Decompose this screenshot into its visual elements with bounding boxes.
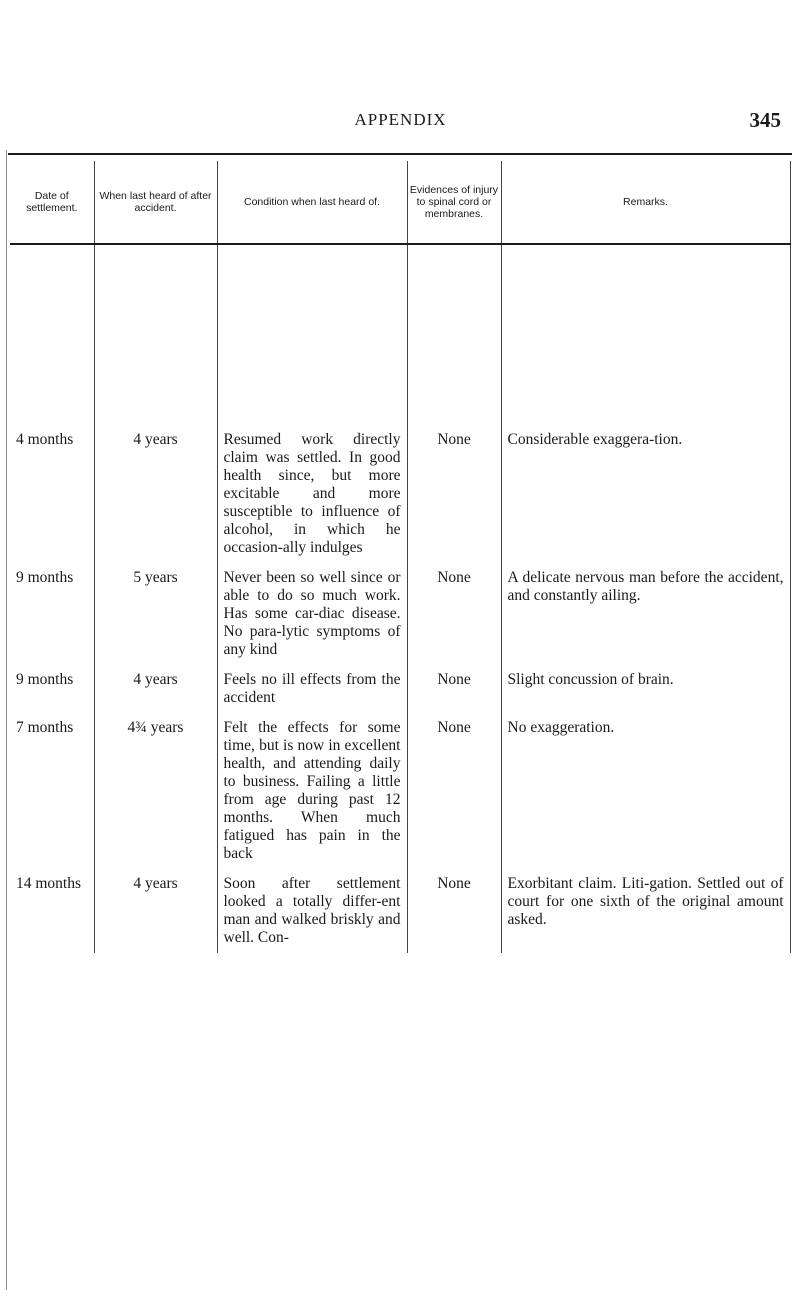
cell-condition: Never been so well since or able to do so much work. Has some car-diac disease. No para-lytic symptoms of any kind	[217, 563, 407, 665]
header-rule	[8, 153, 792, 155]
appendix-table	[10, 161, 791, 953]
cell-date: 4 months	[10, 425, 94, 563]
table-row	[10, 563, 790, 665]
table-header-row	[10, 161, 790, 244]
cell-when: 4 years	[94, 425, 217, 563]
table-row	[10, 425, 790, 563]
cell-evidence: None	[407, 869, 501, 953]
table-row	[10, 869, 790, 953]
cell-remarks: Slight concussion of brain.	[501, 665, 790, 713]
cell-remarks: No exaggeration.	[501, 713, 790, 869]
table-spacer-row	[10, 244, 790, 425]
cell-date: 7 months	[10, 713, 94, 869]
table-row	[10, 665, 790, 713]
page-number: 345	[749, 108, 781, 132]
cell-evidence: None	[407, 425, 501, 563]
cell-date: 9 months	[10, 563, 94, 665]
cell-remarks: Exorbitant claim. Liti-gation. Settled out of court for one sixth of the original amount asked.	[501, 869, 790, 953]
cell-when: 4 years	[94, 869, 217, 953]
cell-date: 14 months	[10, 869, 94, 953]
cell-remarks: A delicate nervous man before the accident, and constantly ailing.	[501, 563, 790, 665]
cell-condition: Soon after settlement looked a totally differ-ent man and walked briskly and well. Con-	[217, 869, 407, 953]
cell-evidence: None	[407, 713, 501, 869]
cell-condition: Resumed work directly claim was settled. In good health since, but more excitable and more susceptible to influence of alcohol, in which he occasion-ally indulges	[217, 425, 407, 563]
cell-evidence: None	[407, 563, 501, 665]
cell-when: 4 years	[94, 665, 217, 713]
running-head	[0, 108, 801, 134]
running-title: APPENDIX	[354, 110, 447, 129]
page-left-edge	[6, 150, 7, 1290]
cell-remarks: Considerable exaggera-tion.	[501, 425, 790, 563]
column-header-condition: Condition when last heard of.	[217, 161, 407, 244]
column-header-evidences: Evidences of injury to spinal cord or membranes.	[407, 161, 501, 244]
cell-condition: Feels no ill effects from the accident	[217, 665, 407, 713]
cell-when: 5 years	[94, 563, 217, 665]
cell-evidence: None	[407, 665, 501, 713]
column-header-date: Date of settlement.	[10, 161, 94, 244]
cell-condition: Felt the effects for some time, but is now in excellent health, and attending daily to business. Failing a little from age during past 12 months. When much fatigued has pain in the back	[217, 713, 407, 869]
table-row	[10, 713, 790, 869]
column-header-when-last-heard: When last heard of after accident.	[94, 161, 217, 244]
cell-date: 9 months	[10, 665, 94, 713]
column-header-remarks: Remarks.	[501, 161, 790, 244]
cell-when: 4¾ years	[94, 713, 217, 869]
